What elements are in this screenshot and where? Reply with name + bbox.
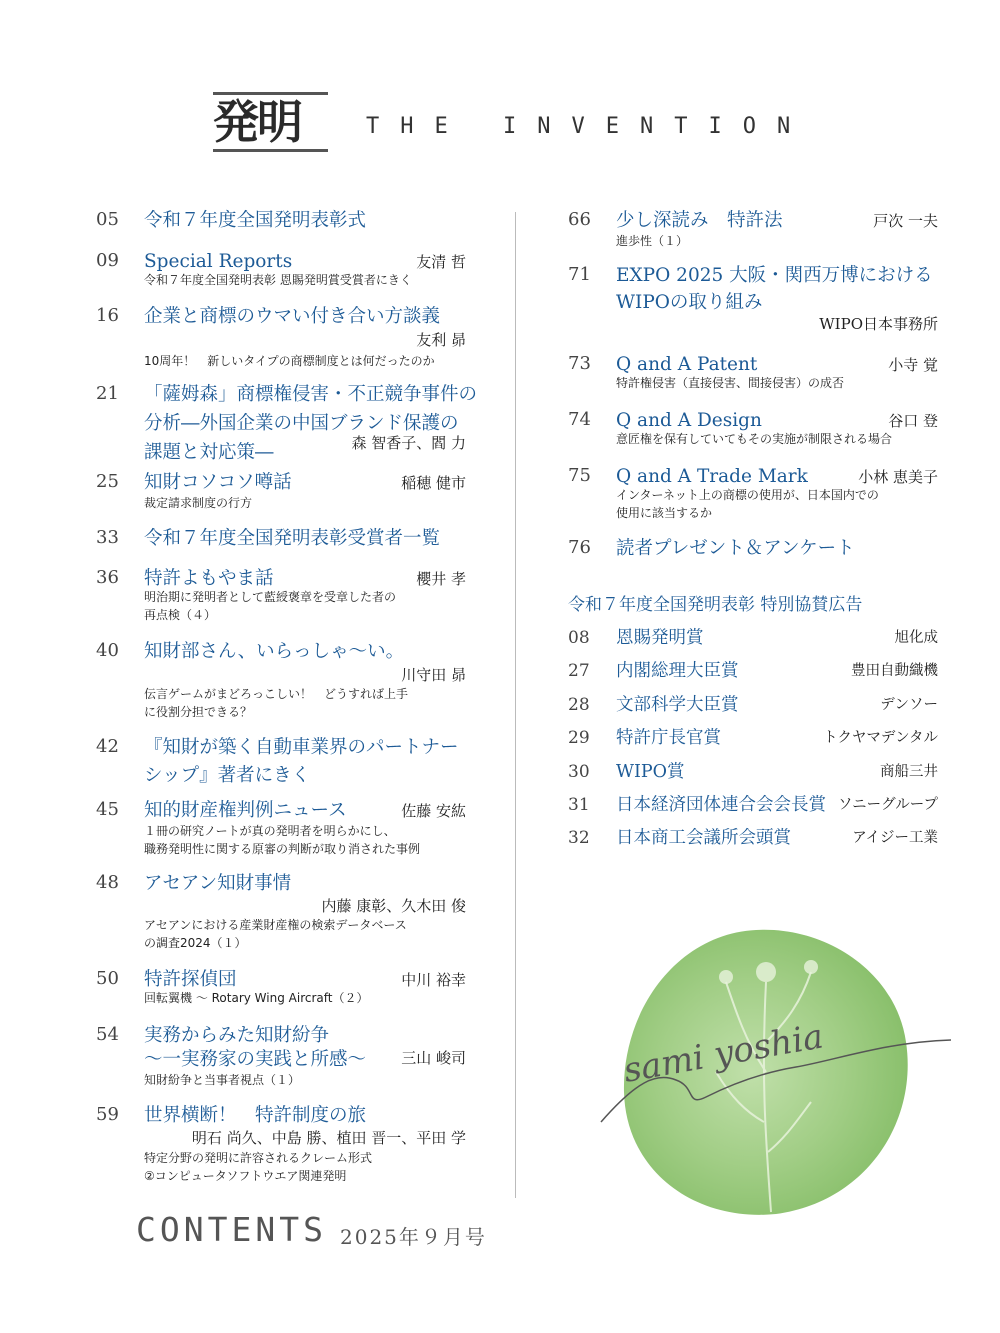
award-page-number: 28 xyxy=(568,694,590,715)
award-name: 内閣総理大臣賞 xyxy=(616,661,739,682)
award-page-number: 31 xyxy=(568,795,590,815)
entry-author: 内藤 康彰、久木田 俊 xyxy=(321,897,466,915)
award-page-number: 27 xyxy=(568,661,590,682)
entry-title: アセアン知財事情 xyxy=(144,873,292,894)
toc-entry[interactable] xyxy=(96,525,466,549)
award-sponsor: 商船三井 xyxy=(880,763,938,780)
entry-title: 世界横断！ 特許制度の旅 xyxy=(144,1105,367,1126)
award-page-number: 29 xyxy=(568,728,590,749)
award-name: 日本商工会議所会頭賞 xyxy=(616,828,791,849)
entry-author: 中川 裕幸 xyxy=(401,971,466,989)
award-sponsor: アイジー工業 xyxy=(852,830,938,847)
award-name: 文部科学大臣賞 xyxy=(616,694,739,715)
issue-label: 2025年９月号 xyxy=(340,1225,487,1249)
entry-subtitle: １冊の研究ノートが真の発明者を明らかにし、 xyxy=(144,824,396,838)
entry-subtitle: 再点検（４） xyxy=(144,608,217,622)
entry-title: EXPO 2025 大阪・関西万博における xyxy=(616,265,933,286)
entry-title: 特許よもやま話 xyxy=(144,568,274,589)
entry-subtitle: 伝言ゲームがまどろっこしい！ どうすれば上手 xyxy=(144,687,409,701)
page-number: 48 xyxy=(96,872,119,893)
entry-title: 知財コソコソ噂話 xyxy=(144,472,292,493)
entry-subtitle: 意匠権を保有していてもその実施が制限される場合 xyxy=(616,432,893,446)
page-number: 21 xyxy=(96,383,119,404)
toc-entry[interactable] xyxy=(96,565,466,622)
toc-entry[interactable] xyxy=(96,797,466,856)
toc-entry[interactable] xyxy=(96,1102,466,1183)
sponsor-section-heading: 令和７年度全国発明表彰 特別協賛広告 xyxy=(568,595,863,615)
entry-subtitle: 裁定請求制度の行方 xyxy=(144,496,253,510)
award-row[interactable] xyxy=(568,658,938,686)
entry-author: WIPO日本事務所 xyxy=(819,315,938,333)
entry-author: 稲穂 健市 xyxy=(401,474,466,492)
entry-subtitle: 明治期に発明者として藍綬褒章を受章した者の xyxy=(144,590,397,604)
entry-title: 令和７年度全国発明表彰受賞者一覧 xyxy=(144,528,441,549)
entry-author: 小林 恵美子 xyxy=(858,468,938,486)
page-number: 76 xyxy=(568,537,591,558)
entry-subtitle: 職務発明性に関する原審の判断が取り消された事例 xyxy=(144,842,421,856)
entry-author: 戸次 一夫 xyxy=(873,212,938,230)
page-number: 09 xyxy=(96,250,119,271)
award-page-number: 32 xyxy=(568,828,590,849)
entry-subtitle: の調査2024（１） xyxy=(144,936,247,950)
page-number: 36 xyxy=(96,567,119,588)
entry-author: 友利 昴 xyxy=(416,331,466,349)
page-number: 25 xyxy=(96,471,119,492)
award-name: 日本経済団体連合会会長賞 xyxy=(616,795,826,815)
entry-title: Special Reports xyxy=(144,251,293,272)
page-number: 71 xyxy=(568,264,591,285)
watercolor-flower-illustration xyxy=(596,922,956,1222)
signature: sami yoshia xyxy=(620,1016,827,1091)
entry-subtitle: 知財紛争と当事者視点（１） xyxy=(144,1073,301,1087)
award-row[interactable] xyxy=(568,792,938,820)
toc-entry[interactable] xyxy=(568,262,938,333)
toc-entry[interactable] xyxy=(96,381,478,463)
page-number: 45 xyxy=(96,799,119,820)
entry-author: 川守田 昴 xyxy=(401,666,466,684)
entry-title: 『知財が築く自動車業界のパートナー xyxy=(144,737,459,758)
masthead-title: THE INVENTION xyxy=(366,114,812,139)
toc-entry[interactable] xyxy=(96,303,466,368)
toc-entry[interactable] xyxy=(96,638,466,719)
toc-entry[interactable] xyxy=(96,207,466,231)
toc-entry[interactable] xyxy=(96,248,466,287)
award-row[interactable] xyxy=(568,725,938,753)
entry-title: 実務からみた知財紛争 xyxy=(144,1025,330,1046)
entry-subtitle: 使用に該当するか xyxy=(616,506,713,520)
toc-entry[interactable] xyxy=(568,535,938,559)
award-page-number: 08 xyxy=(568,628,590,648)
page-number: 59 xyxy=(96,1104,119,1125)
award-sponsor: ソニーグループ xyxy=(837,797,938,813)
page-number: 54 xyxy=(96,1024,119,1045)
entry-title: 知的財産権判例ニュース xyxy=(144,800,347,821)
award-row[interactable] xyxy=(568,692,938,720)
entry-subtitle: ②コンピュータソフトウエア関連発明 xyxy=(144,1169,347,1183)
award-row[interactable] xyxy=(568,625,938,653)
entry-title: 企業と商標のウマい付き合い方談義 xyxy=(144,306,441,327)
entry-author: 明石 尚久、中島 勝、植田 晋一、平田 学 xyxy=(191,1129,466,1147)
entry-subtitle: 特許権侵害（直接侵害、間接侵害）の成否 xyxy=(616,376,845,390)
column-divider xyxy=(515,212,516,1198)
page-number: 73 xyxy=(568,353,591,374)
award-name: 恩賜発明賞 xyxy=(616,628,704,648)
page-number: 16 xyxy=(96,305,119,326)
page-number: 42 xyxy=(96,736,119,757)
page-number: 66 xyxy=(568,209,591,230)
entry-title: 分析―外国企業の中国ブランド保護の xyxy=(144,413,459,434)
entry-title: 課題と対応策― xyxy=(144,442,274,463)
toc-entry[interactable] xyxy=(96,734,466,786)
toc-entry[interactable] xyxy=(568,463,938,520)
toc-entry[interactable] xyxy=(96,469,466,510)
award-row[interactable] xyxy=(568,825,938,853)
page-number: 05 xyxy=(96,209,119,230)
award-sponsor: 旭化成 xyxy=(894,630,938,646)
magazine-logo: 発明 xyxy=(213,95,301,149)
entry-subtitle: 令和７年度全国発明表彰 恩賜発明賞受賞者にきく xyxy=(144,273,412,287)
entry-subtitle: 10周年！ 新しいタイプの商標制度とは何だったのか xyxy=(144,354,435,368)
entry-title: 「薩姆森」商標権侵害・不正競争事件の xyxy=(144,384,478,405)
toc-entry[interactable] xyxy=(568,207,938,248)
entry-author: 三山 峻司 xyxy=(401,1049,466,1067)
entry-title: 知財部さん、いらっしゃ～い。 xyxy=(144,641,405,662)
award-sponsor: トクヤマデンタル xyxy=(823,730,938,747)
entry-subtitle: インターネット上の商標の使用が、日本国内での xyxy=(616,488,879,502)
entry-title: WIPOの取り組み xyxy=(616,292,763,313)
toc-entry[interactable] xyxy=(96,966,466,1005)
entry-subtitle: アセアンにおける産業財産権の検索データベース xyxy=(144,918,407,932)
entry-title: Q and A Patent xyxy=(616,354,758,375)
entry-author: 櫻井 孝 xyxy=(416,570,466,588)
toc-entry[interactable] xyxy=(568,407,938,446)
entry-subtitle: 回転翼機 ～ Rotary Wing Aircraft（２） xyxy=(144,991,369,1005)
entry-author: 友清 哲 xyxy=(416,253,466,271)
award-sponsor: デンソー xyxy=(880,696,938,713)
entry-title: Q and A Design xyxy=(616,410,762,431)
award-name: WIPO賞 xyxy=(616,761,685,782)
page-number: 75 xyxy=(568,465,591,486)
entry-author: 谷口 登 xyxy=(888,412,938,430)
page-number: 50 xyxy=(96,968,119,989)
entry-subtitle: に役割分担できる？ xyxy=(144,705,253,719)
entry-title: 特許探偵団 xyxy=(144,969,237,990)
toc-entry[interactable] xyxy=(96,1022,466,1087)
entry-author: 小寺 覚 xyxy=(888,356,938,374)
entry-title: シップ』著者にきく xyxy=(144,765,311,786)
entry-title: ～一実務家の実践と所感～ xyxy=(144,1049,367,1070)
entry-author: 佐藤 安紘 xyxy=(401,802,466,820)
entry-subtitle: 進歩性（１） xyxy=(616,234,689,248)
entry-title: Q and A Trade Mark xyxy=(616,466,808,487)
page-number: 74 xyxy=(568,409,591,430)
award-page-number: 30 xyxy=(568,761,590,782)
toc-entry[interactable] xyxy=(96,870,466,950)
entry-subtitle: 特定分野の発明に許容されるクレーム形式 xyxy=(144,1151,373,1165)
award-row[interactable] xyxy=(568,759,938,787)
page-number: 40 xyxy=(96,640,119,661)
page-number: 33 xyxy=(96,527,119,548)
entry-author: 森 智香子、閻 力 xyxy=(351,434,466,452)
contents-label: CONTENTS xyxy=(136,1210,327,1249)
toc-entry[interactable] xyxy=(568,351,938,390)
entry-title: 少し深読み 特許法 xyxy=(616,210,783,231)
award-name: 特許庁長官賞 xyxy=(616,728,721,749)
entry-title: 令和７年度全国発明表彰式 xyxy=(144,210,367,231)
masthead xyxy=(213,92,833,158)
award-sponsor: 豊田自動織機 xyxy=(851,663,938,680)
entry-title: 読者プレゼント＆アンケート xyxy=(616,538,855,559)
